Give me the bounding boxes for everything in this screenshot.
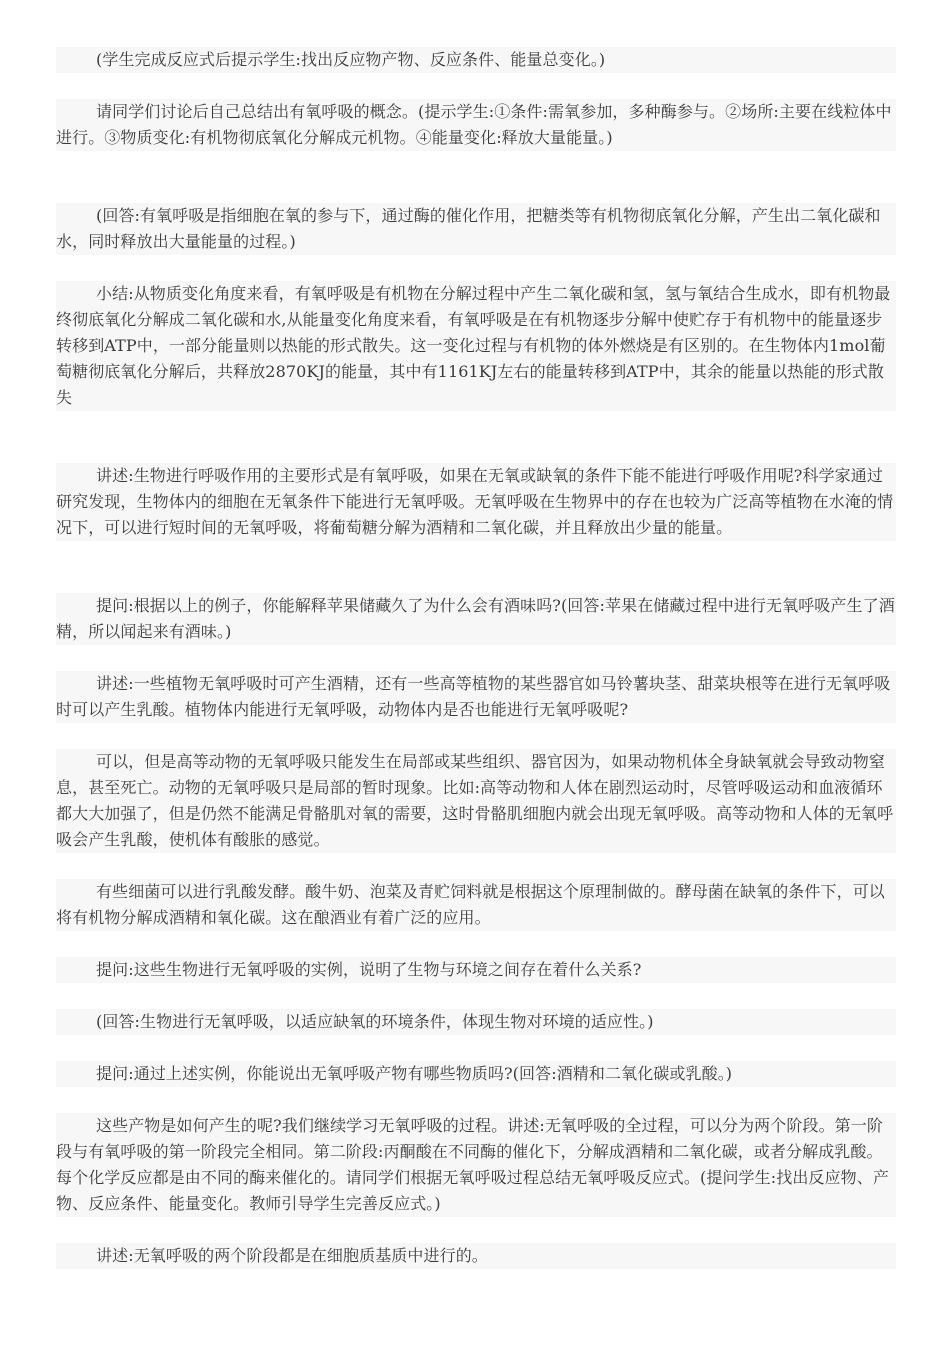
paragraph-summary: 小结:从物质变化角度来看，有氧呼吸是有机物在分解过程中产生二氧化碳和氢，氢与氧结合生成水，即有机物最终彻底氧化分解成二氧化碳和水,从能量变化角度来看，有氧呼吸是在有机物逐步分解中使贮存于有机物中的能量逐步转移到ATP中，一部分能量则以热能的形式散失。这一变化过程与有机物的体外燃烧是有区别的。在生物体内1mol葡萄糖彻底氧化分解后，共释放2870KJ的能量，其中有1161KJ左右的能量转移到ATP中，其余的能量以热能的形式散失 — [56, 281, 896, 411]
paragraph-cytoplasm-location: 讲述:无氧呼吸的两个阶段都是在细胞质基质中进行的。 — [56, 1243, 896, 1269]
paragraph-products-question: 提问:通过上述实例，你能说出无氧呼吸产物有哪些物质吗?(回答:酒精和二氧化碳或乳酸。) — [56, 1061, 896, 1087]
paragraph-anaerobic-process: 这些产物是如何产生的呢?我们继续学习无氧呼吸的过程。讲述:无氧呼吸的全过程，可以分为两个阶段。第一阶段与有氧呼吸的第一阶段完全相同。第二阶段:丙酮酸在不同酶的催化下，分解成酒精和二氧化碳，或者分解成乳酸。每个化学反应都是由不同的酶来催化的。请同学们根据无氧呼吸过程总结无氧呼吸反应式。(提问学生:找出反应物、产物、反应条件、能量变化。教师引导学生完善反应式。) — [56, 1113, 896, 1217]
paragraph-environment-question: 提问:这些生物进行无氧呼吸的实例，说明了生物与环境之间存在着什么关系? — [56, 957, 896, 983]
paragraph-lactic-plants: 讲述:一些植物无氧呼吸时可产生酒精，还有一些高等植物的某些器官如马铃薯块茎、甜菜块根等在进行无氧呼吸时可以产生乳酸。植物体内能进行无氧呼吸，动物体内是否也能进行无氧呼吸呢? — [56, 671, 896, 723]
paragraph-apple-question: 提问:根据以上的例子，你能解释苹果储藏久了为什么会有酒味吗?(回答:苹果在储藏过程中进行无氧呼吸产生了酒精，所以闻起来有酒味。) — [56, 593, 896, 645]
paragraph-animal-anaerobic: 可以，但是高等动物的无氧呼吸只能发生在局部或某些组织、器官因为，如果动物机体全身缺氧就会导致动物窒息，甚至死亡。动物的无氧呼吸只是局部的暂时现象。比如:高等动物和人体在剧烈运动时，尽管呼吸运动和血液循环都大大加强了，但是仍然不能满足骨骼肌对氧的需要，这时骨骼肌细胞内就会出现无氧呼吸。高等动物和人体的无氧呼吸会产生乳酸，使机体有酸胀的感觉。 — [56, 749, 896, 853]
paragraph-aerobic-concept: 请同学们讨论后自己总结出有氧呼吸的概念。(提示学生:①条件:需氧参加，多种酶参与。②场所:主要在线粒体中进行。③物质变化:有机物彻底氧化分解成元机物。④能量变化:释放大量能量。) — [56, 99, 896, 151]
paragraph-bacteria-fermentation: 有些细菌可以进行乳酸发酵。酸牛奶、泡菜及青贮饲料就是根据这个原理制做的。酵母菌在缺氧的条件下，可以将有机物分解成酒精和氧化碳。这在酿酒业有着广泛的应用。 — [56, 879, 896, 931]
paragraph-environment-answer: (回答:生物进行无氧呼吸，以适应缺氧的环境条件，体现生物对环境的适应性。) — [56, 1009, 896, 1035]
paragraph-reaction-hint: (学生完成反应式后提示学生:找出反应物产物、反应条件、能量总变化。) — [56, 47, 896, 73]
paragraph-aerobic-answer: (回答:有氧呼吸是指细胞在氧的参与下，通过酶的催化作用，把糖类等有机物彻底氧化分解，产生出二氧化碳和水，同时释放出大量能量的过程。) — [56, 203, 896, 255]
paragraph-anaerobic-intro: 讲述:生物进行呼吸作用的主要形式是有氧呼吸，如果在无氧或缺氧的条件下能不能进行呼吸作用呢?科学家通过研究发现，生物体内的细胞在无氧条件下能进行无氧呼吸。无氧呼吸在生物界中的存在也较为广泛高等植物在水淹的情况下，可以进行短时间的无氧呼吸，将葡萄糖分解为酒精和二氧化碳，并且释放出少量的能量。 — [56, 463, 896, 541]
